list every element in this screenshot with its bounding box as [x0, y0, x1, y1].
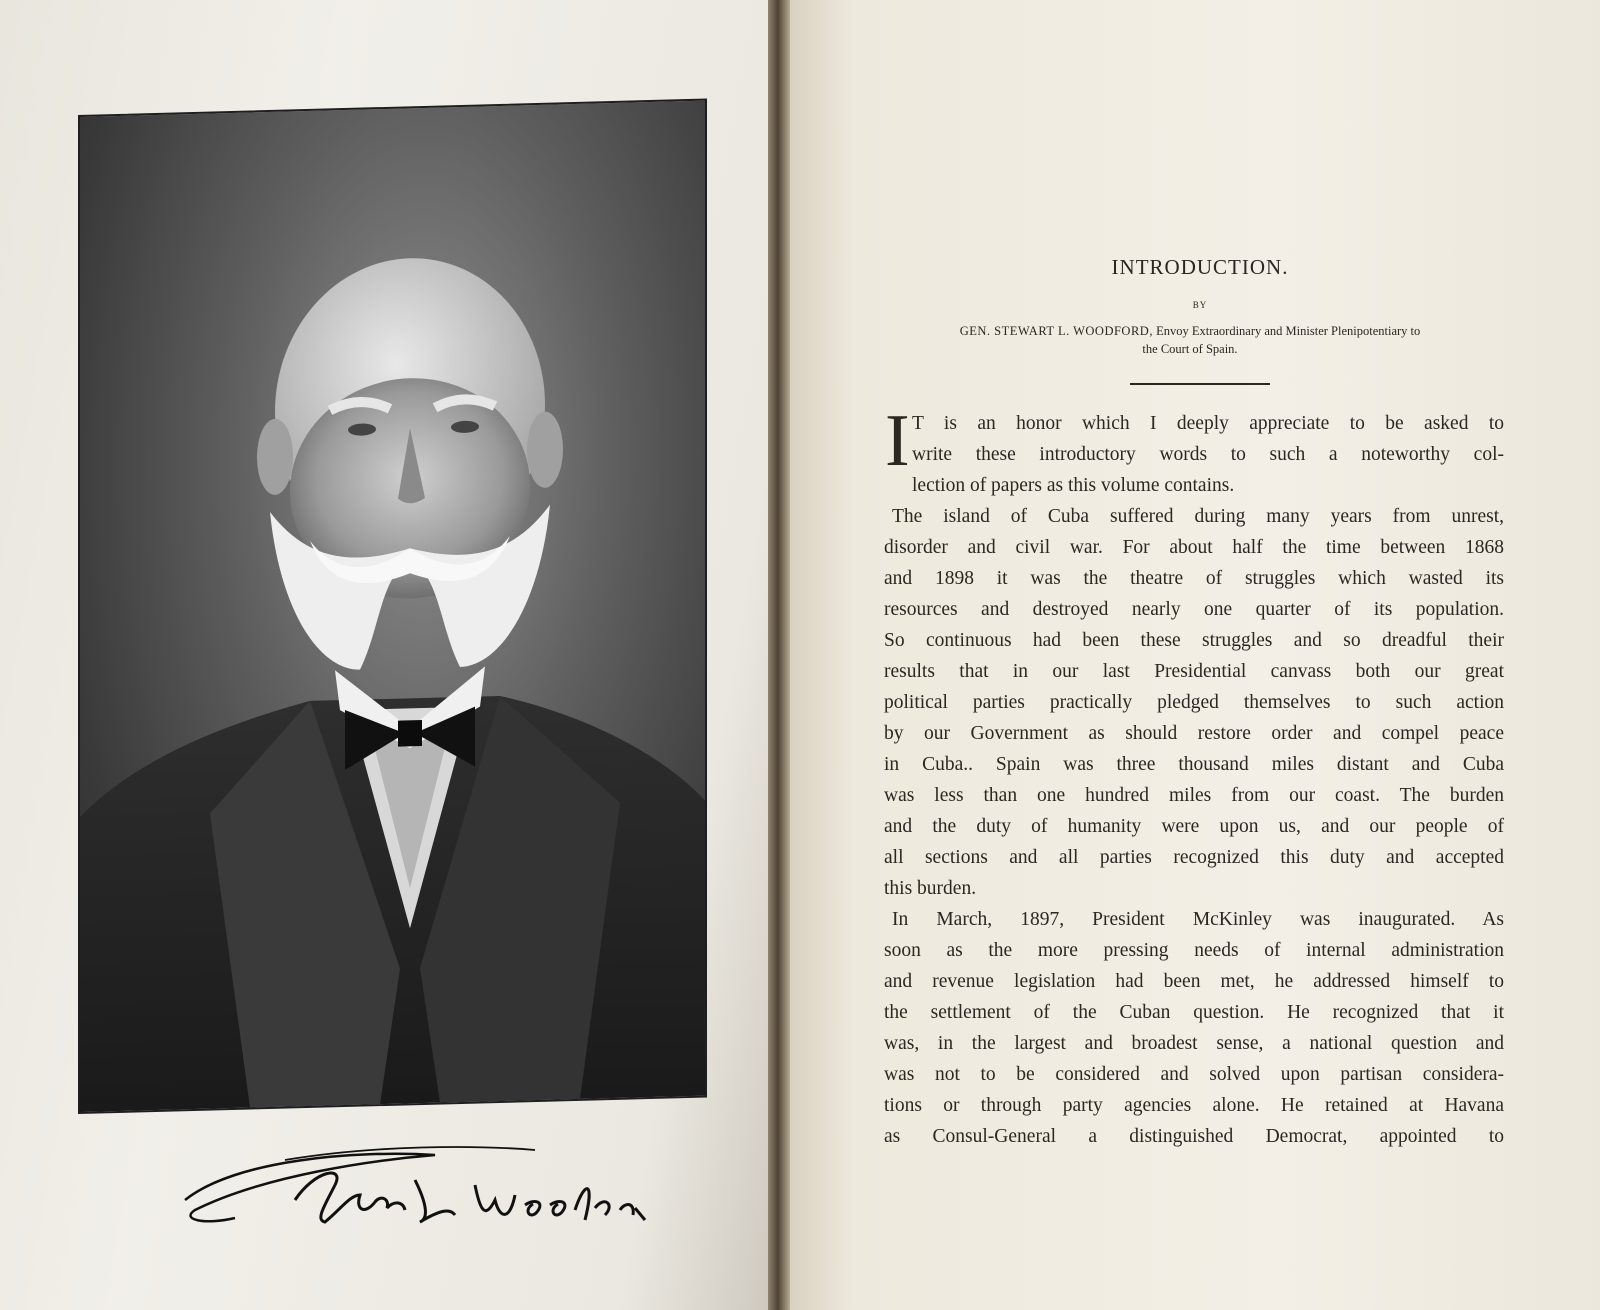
text-line: soon as the more pressing needs of internal administration: [884, 940, 1504, 961]
text-line: lection of papers as this volume contains.: [912, 475, 1235, 496]
author-title-cont: the Court of Spain.: [1142, 342, 1238, 356]
text-line: as Consul-General a distinguished Democrat, appointed to: [884, 1126, 1504, 1147]
text-line: the settlement of the Cuban question. He recognized that it: [884, 1002, 1504, 1023]
introduction-text: [884, 400, 1504, 1152]
text-line: by our Government as should restore order and compel peace: [884, 723, 1504, 744]
text-line: was not to be considered and solved upon partisan considera-: [884, 1064, 1504, 1085]
portrait-photo: [78, 99, 707, 1114]
page-title: INTRODUCTION.: [1111, 255, 1289, 279]
text-line: resources and destroyed nearly one quarter of its population.: [884, 599, 1504, 620]
left-page: [0, 0, 768, 1310]
author-name: GEN. STEWART L. WOODFORD,: [959, 324, 1153, 338]
text-line: tions or through party agencies alone. He retained at Havana: [884, 1095, 1504, 1116]
author-byline: [870, 322, 1510, 358]
text-line: and the duty of humanity were upon us, and our people of: [884, 816, 1504, 837]
text-line: So continuous had been these struggles and so dreadful their: [884, 630, 1504, 651]
text-line: T is an honor which I deeply appreciate to be asked to: [912, 413, 1504, 434]
text-line: disorder and civil war. For about half the time between 1868: [884, 537, 1504, 558]
signature: [175, 1140, 655, 1235]
text-line: results that in our last Presidential canvass both our great: [884, 661, 1504, 682]
text-line: political parties practically pledged themselves to such action: [884, 692, 1504, 713]
text-line: this burden.: [884, 878, 977, 899]
drop-cap: I: [885, 400, 910, 482]
text-line: was, in the largest and broadest sense, a national question and: [884, 1033, 1504, 1054]
text-line: and revenue legislation had been met, he addressed himself to: [884, 971, 1504, 992]
portrait-illustration: [80, 101, 705, 1112]
text-line: and 1898 it was the theatre of struggles which wasted its: [884, 568, 1504, 589]
text-line: was less than one hundred miles from our coast. The burden: [884, 785, 1504, 806]
text-line: all sections and all parties recognized this duty and accepted: [884, 847, 1504, 868]
book-gutter: [768, 0, 790, 1310]
text-line: in Cuba.. Spain was three thousand miles distant and Cuba: [884, 754, 1504, 775]
by-label: BY: [1192, 300, 1208, 310]
text-line: In March, 1897, President McKinley was inaugurated. As: [892, 909, 1504, 930]
author-title: Envoy Extraordinary and Minister Plenipotentiary to: [1156, 324, 1421, 338]
text-line: write these introductory words to such a noteworthy col-: [912, 444, 1504, 465]
title-rule: [1130, 383, 1270, 385]
text-line: The island of Cuba suffered during many years from unrest,: [892, 506, 1504, 527]
